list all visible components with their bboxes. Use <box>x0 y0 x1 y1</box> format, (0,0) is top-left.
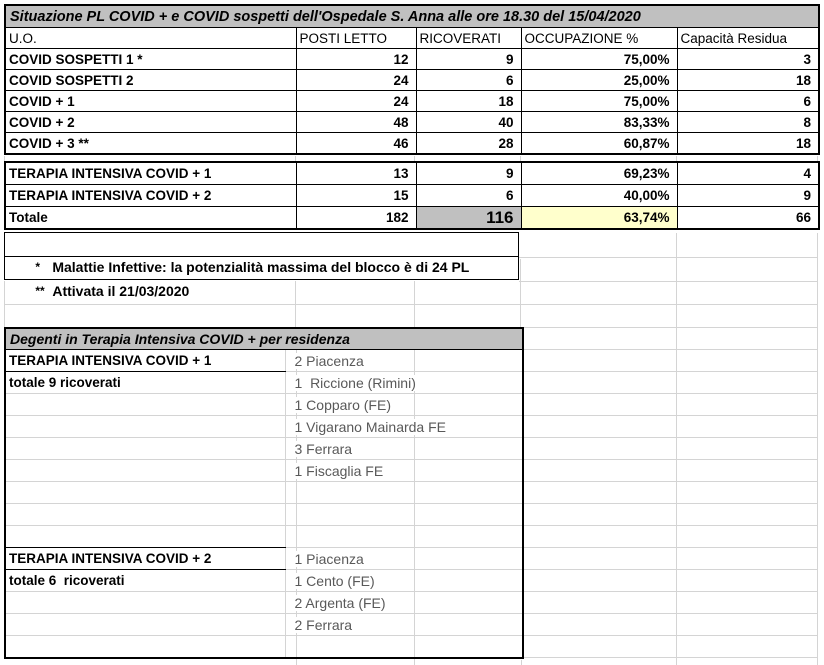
ricoverati-cell[interactable]: 28 <box>416 133 521 155</box>
empty-cell[interactable] <box>5 438 285 460</box>
residence-text: 1 Vigarano Mainarda FE <box>294 418 446 435</box>
occupazione-cell[interactable]: 69,23% <box>521 162 677 185</box>
uo-cell[interactable]: COVID SOSPETTI 1 * <box>5 49 296 70</box>
gridline <box>520 259 521 327</box>
total-row <box>5 207 819 230</box>
ward-total-cell[interactable]: totale 6 ricoverati <box>5 570 285 592</box>
capacita-residua-cell[interactable]: 18 <box>677 133 819 155</box>
table-row <box>5 460 523 482</box>
total-posti-letto-cell[interactable]: 182 <box>296 207 416 230</box>
residence-text: 1 Cento (FE) <box>294 572 375 589</box>
posti-letto-cell[interactable]: 48 <box>296 112 416 133</box>
total-occupazione-cell[interactable]: 63,74% <box>521 207 677 230</box>
residence-cell[interactable] <box>285 460 523 482</box>
empty-cell[interactable] <box>5 636 285 659</box>
capacita-residua-cell[interactable]: 4 <box>677 162 819 185</box>
residence-cell[interactable] <box>285 394 523 416</box>
total-label-cell[interactable]: Totale <box>5 207 296 230</box>
residence-text: 3 Ferrara <box>294 440 353 457</box>
residence-text: 1 Copparo (FE) <box>294 396 391 413</box>
residence-text: 2 Ferrara <box>294 616 353 633</box>
ricoverati-cell[interactable]: 6 <box>416 185 521 207</box>
footnote-row[interactable] <box>5 233 518 275</box>
uo-cell[interactable]: COVID + 3 ** <box>5 133 296 155</box>
table-row <box>5 350 523 372</box>
uo-cell[interactable]: COVID + 1 <box>5 91 296 112</box>
occupancy-table-upper <box>4 4 820 155</box>
residence-cell[interactable] <box>285 350 523 372</box>
gridline <box>519 281 818 282</box>
table-row <box>5 570 523 592</box>
occupazione-cell[interactable]: 25,00% <box>521 70 677 91</box>
sheet-title[interactable]: Situazione PL COVID + e COVID sospetti dell'Ospedale S. Anna alle ore 18.30 del 15/04/2020 <box>5 5 819 28</box>
uo-cell[interactable]: TERAPIA INTENSIVA COVID + 2 <box>5 185 296 207</box>
footnote-text: Attivata il 21/03/2020 <box>52 283 190 299</box>
residence-text: 1 Riccione (Rimini) <box>294 374 416 391</box>
table-row <box>5 416 523 438</box>
residence-cell[interactable] <box>285 372 523 394</box>
table-row <box>5 636 523 659</box>
ricoverati-cell[interactable]: 9 <box>416 162 521 185</box>
residence-cell[interactable] <box>285 526 523 548</box>
table-row <box>5 372 523 394</box>
residence-cell[interactable] <box>285 416 523 438</box>
residence-text: 1 Piacenza <box>294 550 364 567</box>
table-row <box>5 5 819 28</box>
posti-letto-cell[interactable]: 12 <box>296 49 416 70</box>
uo-cell[interactable]: COVID SOSPETTI 2 <box>5 70 296 91</box>
empty-cell[interactable] <box>5 460 285 482</box>
column-header-occupazione[interactable]: OCCUPAZIONE % <box>521 28 677 49</box>
ricoverati-cell[interactable]: 40 <box>416 112 521 133</box>
capacita-residua-cell[interactable]: 18 <box>677 70 819 91</box>
posti-letto-cell[interactable]: 24 <box>296 91 416 112</box>
footnote-text: Malattie Infettive: la potenzialità massima del blocco è di 24 PL <box>52 259 470 275</box>
table-row <box>5 328 523 350</box>
capacita-residua-cell[interactable]: 9 <box>677 185 819 207</box>
gridline-area <box>522 327 818 665</box>
column-header-ricoverati[interactable]: RICOVERATI <box>416 28 521 49</box>
table-row <box>5 28 819 49</box>
table-row <box>5 438 523 460</box>
table-row <box>5 526 523 548</box>
posti-letto-cell[interactable]: 24 <box>296 70 416 91</box>
empty-cell[interactable] <box>5 394 285 416</box>
table-row <box>5 70 819 91</box>
ricoverati-cell[interactable]: 18 <box>416 91 521 112</box>
table-row <box>5 91 819 112</box>
table-row <box>5 592 523 614</box>
residence-table-title[interactable]: Degenti in Terapia Intensiva COVID + per residenza <box>5 328 523 350</box>
column-header-uo[interactable]: U.O. <box>5 28 296 49</box>
footnote-box <box>4 232 519 299</box>
residence-table <box>4 327 524 659</box>
table-row <box>5 185 819 207</box>
residence-cell[interactable] <box>285 438 523 460</box>
gridline <box>4 304 818 305</box>
ward-label-cell[interactable]: TERAPIA INTENSIVA COVID + 2 <box>5 548 285 570</box>
residence-cell[interactable] <box>285 636 523 659</box>
occupazione-cell[interactable]: 75,00% <box>521 91 677 112</box>
ricoverati-cell[interactable]: 6 <box>416 70 521 91</box>
residence-cell[interactable] <box>285 570 523 592</box>
residence-cell[interactable] <box>285 592 523 614</box>
posti-letto-cell[interactable]: 13 <box>296 162 416 185</box>
table-row <box>5 133 819 155</box>
uo-cell[interactable]: COVID + 2 <box>5 112 296 133</box>
occupazione-cell[interactable]: 75,00% <box>521 49 677 70</box>
table-row <box>5 548 523 570</box>
occupazione-cell[interactable]: 40,00% <box>521 185 677 207</box>
uo-cell[interactable]: TERAPIA INTENSIVA COVID + 1 <box>5 162 296 185</box>
column-header-capacita-residua[interactable]: Capacità Residua <box>677 28 819 49</box>
residence-text: 2 Argenta (FE) <box>294 594 386 611</box>
occupazione-cell[interactable]: 60,87% <box>521 133 677 155</box>
residence-text: 2 Piacenza <box>294 352 364 369</box>
occupancy-table-lower <box>4 161 820 230</box>
table-row <box>5 112 819 133</box>
residence-cell[interactable] <box>285 614 523 636</box>
table-row <box>5 49 819 70</box>
residence-cell[interactable] <box>285 504 523 526</box>
ricoverati-cell[interactable]: 9 <box>416 49 521 70</box>
residence-cell[interactable] <box>285 482 523 504</box>
empty-cell[interactable] <box>5 592 285 614</box>
footnote-marker: * <box>35 260 41 274</box>
posti-letto-cell[interactable]: 46 <box>296 133 416 155</box>
total-ricoverati-cell[interactable]: 116 <box>416 207 521 230</box>
residence-cell[interactable] <box>285 548 523 570</box>
total-capacita-residua-cell[interactable]: 66 <box>677 207 819 230</box>
empty-cell[interactable] <box>5 614 285 636</box>
table-row <box>5 614 523 636</box>
table-row <box>5 482 523 504</box>
residence-text: 1 Fiscaglia FE <box>294 462 384 479</box>
ward-total-cell[interactable]: totale 9 ricoverati <box>5 372 285 394</box>
empty-cell[interactable] <box>5 416 285 438</box>
capacita-residua-cell[interactable]: 6 <box>677 91 819 112</box>
column-header-posti-letto[interactable]: POSTI LETTO <box>296 28 416 49</box>
occupazione-cell[interactable]: 83,33% <box>521 112 677 133</box>
gridline <box>521 660 522 665</box>
empty-cell[interactable] <box>5 482 285 504</box>
ward-label-cell[interactable]: TERAPIA INTENSIVA COVID + 1 <box>5 350 285 372</box>
table-row <box>5 394 523 416</box>
empty-cell[interactable] <box>5 504 285 526</box>
empty-cell[interactable] <box>5 526 285 548</box>
posti-letto-cell[interactable]: 15 <box>296 185 416 207</box>
footnote-marker: ** <box>35 284 45 298</box>
capacita-residua-cell[interactable]: 8 <box>677 112 819 133</box>
capacita-residua-cell[interactable]: 3 <box>677 49 819 70</box>
table-row <box>5 504 523 526</box>
table-row <box>5 162 819 185</box>
gridline <box>519 257 818 258</box>
